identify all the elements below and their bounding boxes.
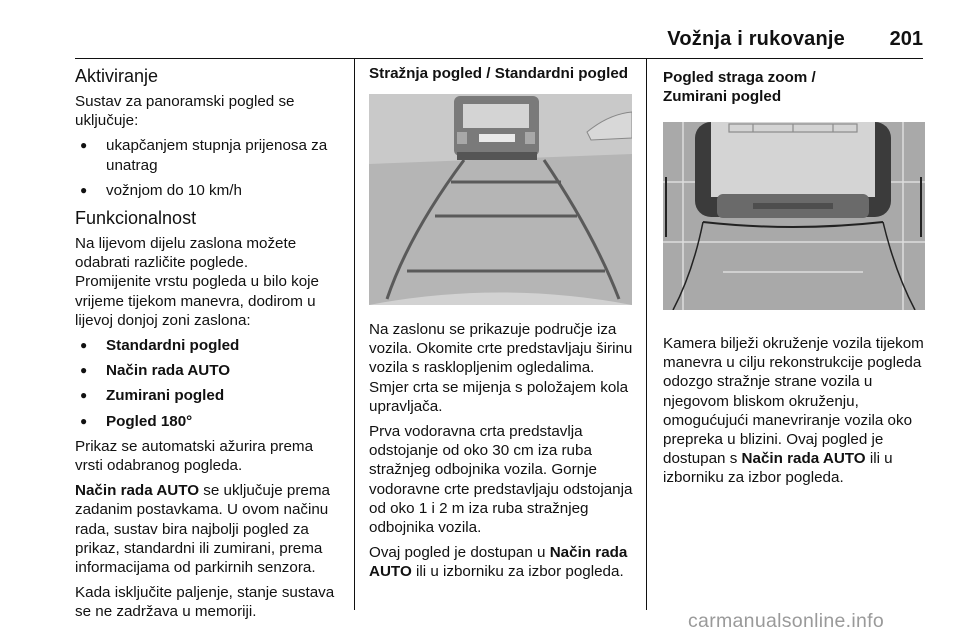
heading-aktiviranje: Aktiviranje	[75, 66, 159, 86]
bold-term: Način rada AUTO	[369, 544, 628, 581]
column-2-text	[369, 320, 635, 588]
column-2	[369, 60, 635, 83]
paragraph: Prva vodoravna crta predstavlja odstojanje od oko 30 cm iza ruba stražnjeg odbojnika vozila. Gornje vodoravne crte predstavljaju odstojanja od oko 1 i 2 m iza ruba stražnjeg odbojnika vozila.	[369, 423, 633, 537]
activation-list	[75, 136, 341, 200]
column-3-text	[663, 334, 925, 494]
list-item: ● vožnjom do 10 km/h	[75, 181, 341, 200]
intro-paragraph: Sustav za panoramski pogled se uključuje:	[75, 93, 295, 130]
heading-zoom-view	[663, 68, 925, 106]
text-run: Kamera bilježi okruženje vozila tijekom manevra u cilju rekonstrukcije pogleda odozgo stražnje strane vozila u njegovom bliskom okruženju, omogućujući manevriranje vozila oko prepreka u blizini. Ovaj pogled je dostupan s	[663, 335, 924, 468]
page-header	[75, 24, 923, 59]
column-divider	[354, 58, 355, 610]
paragraph: Na lijevom dijelu zaslona možete odabrati različite poglede.	[75, 235, 297, 272]
paragraph	[75, 481, 341, 577]
bold-term: Način rada AUTO	[75, 482, 200, 500]
text-run: ili u izborniku za izbor pogleda.	[663, 450, 893, 487]
heading-line: Zumirani pogled	[663, 88, 782, 106]
list-item: ● Standardni pogled	[75, 336, 341, 355]
view-list	[75, 336, 341, 431]
paragraph: Promijenite vrstu pogleda u bilo koje vrijeme tijekom manevra, dodirom u lijevoj donjoj zoni zaslona:	[75, 273, 319, 329]
paragraph	[369, 543, 635, 581]
text-run: se uključuje prema zadanim postavkama. U ovom načinu rada, sustav bira najbolji pogled za prikaz, standardni ili zumirani, prema informacijama od parkirnih senzora.	[75, 482, 330, 577]
rear-camera-zoom-view-illustration	[663, 122, 925, 310]
page-number: 201	[889, 28, 923, 50]
rear-camera-standard-view-illustration	[369, 94, 632, 305]
watermark: carmanualsonline.info	[688, 610, 884, 632]
text-run: Ovaj pogled je dostupan u	[369, 544, 550, 562]
paragraph: Na zaslonu se prikazuje područje iza vozila. Okomite crte predstavljaju širinu vozila s rasklopljenim ogledalima. Smjer crta se mijenja s položajem kola upravljača.	[369, 321, 633, 415]
bold-term: Način rada AUTO	[741, 450, 866, 468]
list-item: ● ukapčanjem stupnja prijenosa za unatrag	[75, 136, 341, 174]
heading-standard-view: Stražnja pogled / Standardni pogled	[369, 65, 629, 82]
paragraph: Kada isključite paljenje, stanje sustava se ne zadržava u memoriji.	[75, 584, 335, 621]
page-title: Vožnja i rukovanje	[667, 28, 845, 50]
paragraph: Prikaz se automatski ažurira prema vrsti odabranog pogleda.	[75, 437, 314, 475]
text-run: ili u izborniku za izbor pogleda.	[411, 563, 624, 581]
list-item: ● Zumirani pogled	[75, 386, 341, 405]
list-item: ● Način rada AUTO	[75, 361, 341, 380]
heading-line: Pogled straga zoom /	[663, 69, 816, 86]
paragraph	[663, 334, 925, 488]
list-item: ● Pogled 180°	[75, 412, 341, 431]
column-3	[663, 60, 925, 106]
column-divider	[646, 58, 647, 610]
heading-funkcionalnost: Funkcionalnost	[75, 208, 197, 229]
column-1	[75, 60, 341, 628]
